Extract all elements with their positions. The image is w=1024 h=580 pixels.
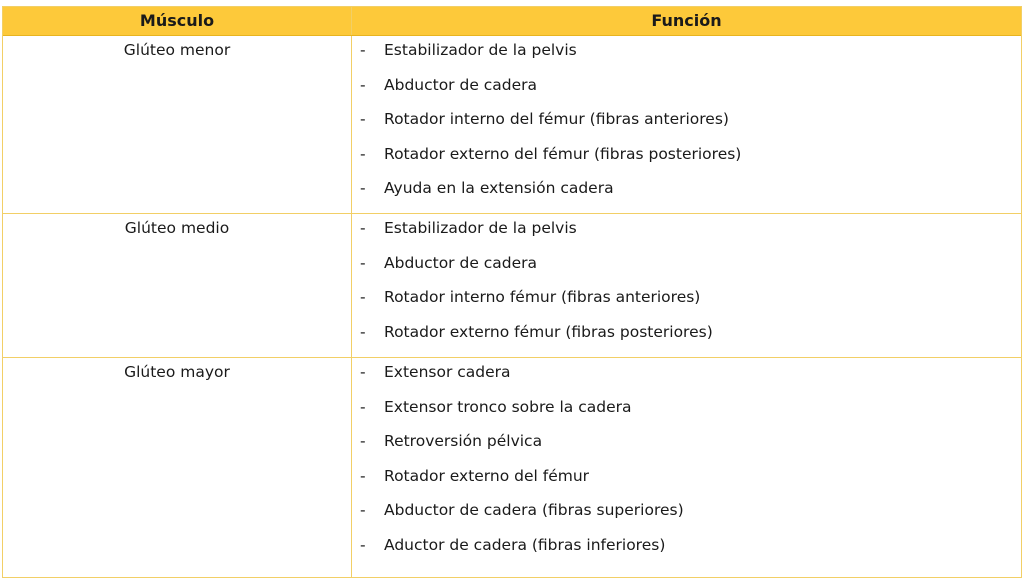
function-text: Ayuda en la extensión cadera <box>384 179 614 197</box>
function-text: Rotador externo del fémur (fibras posteriores) <box>384 144 742 163</box>
list-item <box>352 533 1021 568</box>
muscle-name: Glúteo menor <box>3 36 352 213</box>
list-item <box>352 73 1021 108</box>
function-text: Retroversión pélvica <box>384 432 543 450</box>
function-list <box>352 36 1021 213</box>
list-item <box>352 395 1021 430</box>
list-item <box>352 38 1021 73</box>
list-item <box>352 107 1021 142</box>
bullet-dash: - <box>360 466 366 485</box>
function-text: Extensor tronco sobre la cadera <box>384 397 632 416</box>
function-text: Estabilizador de la pelvis <box>384 219 577 237</box>
bullet-dash: - <box>360 397 366 416</box>
muscle-name: Glúteo mayor <box>3 358 352 577</box>
table-header <box>3 7 1021 36</box>
list-item <box>352 285 1021 320</box>
bullet-dash: - <box>360 363 366 381</box>
bullet-dash: - <box>360 144 366 163</box>
bullet-dash: - <box>360 253 366 272</box>
function-text: Rotador externo fémur (fibras posteriores) <box>384 322 713 341</box>
list-item <box>352 429 1021 464</box>
function-text: Abductor de cadera <box>384 75 538 94</box>
function-text: Rotador interno fémur (fibras anteriores) <box>384 288 701 306</box>
bullet-dash: - <box>360 432 366 450</box>
table-row <box>3 36 1021 214</box>
list-item <box>352 142 1021 177</box>
function-text: Abductor de cadera (fibras superiores) <box>384 501 684 519</box>
bullet-dash: - <box>360 41 366 59</box>
function-text: Estabilizador de la pelvis <box>384 41 577 59</box>
function-text: Abductor de cadera <box>384 253 538 272</box>
bullet-dash: - <box>360 110 366 128</box>
function-list <box>352 358 1021 577</box>
bullet-dash: - <box>360 75 366 94</box>
muscle-name: Glúteo medio <box>3 214 352 357</box>
function-list <box>352 214 1021 357</box>
function-text: Rotador externo del fémur <box>384 466 590 485</box>
function-text: Rotador interno del fémur (fibras anteriores) <box>384 110 729 128</box>
function-text: Extensor cadera <box>384 363 511 381</box>
list-item <box>352 251 1021 286</box>
bullet-dash: - <box>360 288 366 306</box>
function-text: Aductor de cadera (fibras inferiores) <box>384 535 666 554</box>
bullet-dash: - <box>360 535 366 554</box>
bullet-dash: - <box>360 219 366 237</box>
header-muscle: Músculo <box>3 7 352 35</box>
bullet-dash: - <box>360 179 366 197</box>
list-item <box>352 176 1021 211</box>
bullet-dash: - <box>360 501 366 519</box>
muscle-function-table <box>2 6 1022 578</box>
table-row <box>3 214 1021 358</box>
list-item <box>352 216 1021 251</box>
list-item <box>352 498 1021 533</box>
table-row <box>3 358 1021 577</box>
header-function: Función <box>651 11 722 30</box>
bullet-dash: - <box>360 322 366 341</box>
list-item <box>352 320 1021 355</box>
list-item <box>352 360 1021 395</box>
list-item <box>352 464 1021 499</box>
